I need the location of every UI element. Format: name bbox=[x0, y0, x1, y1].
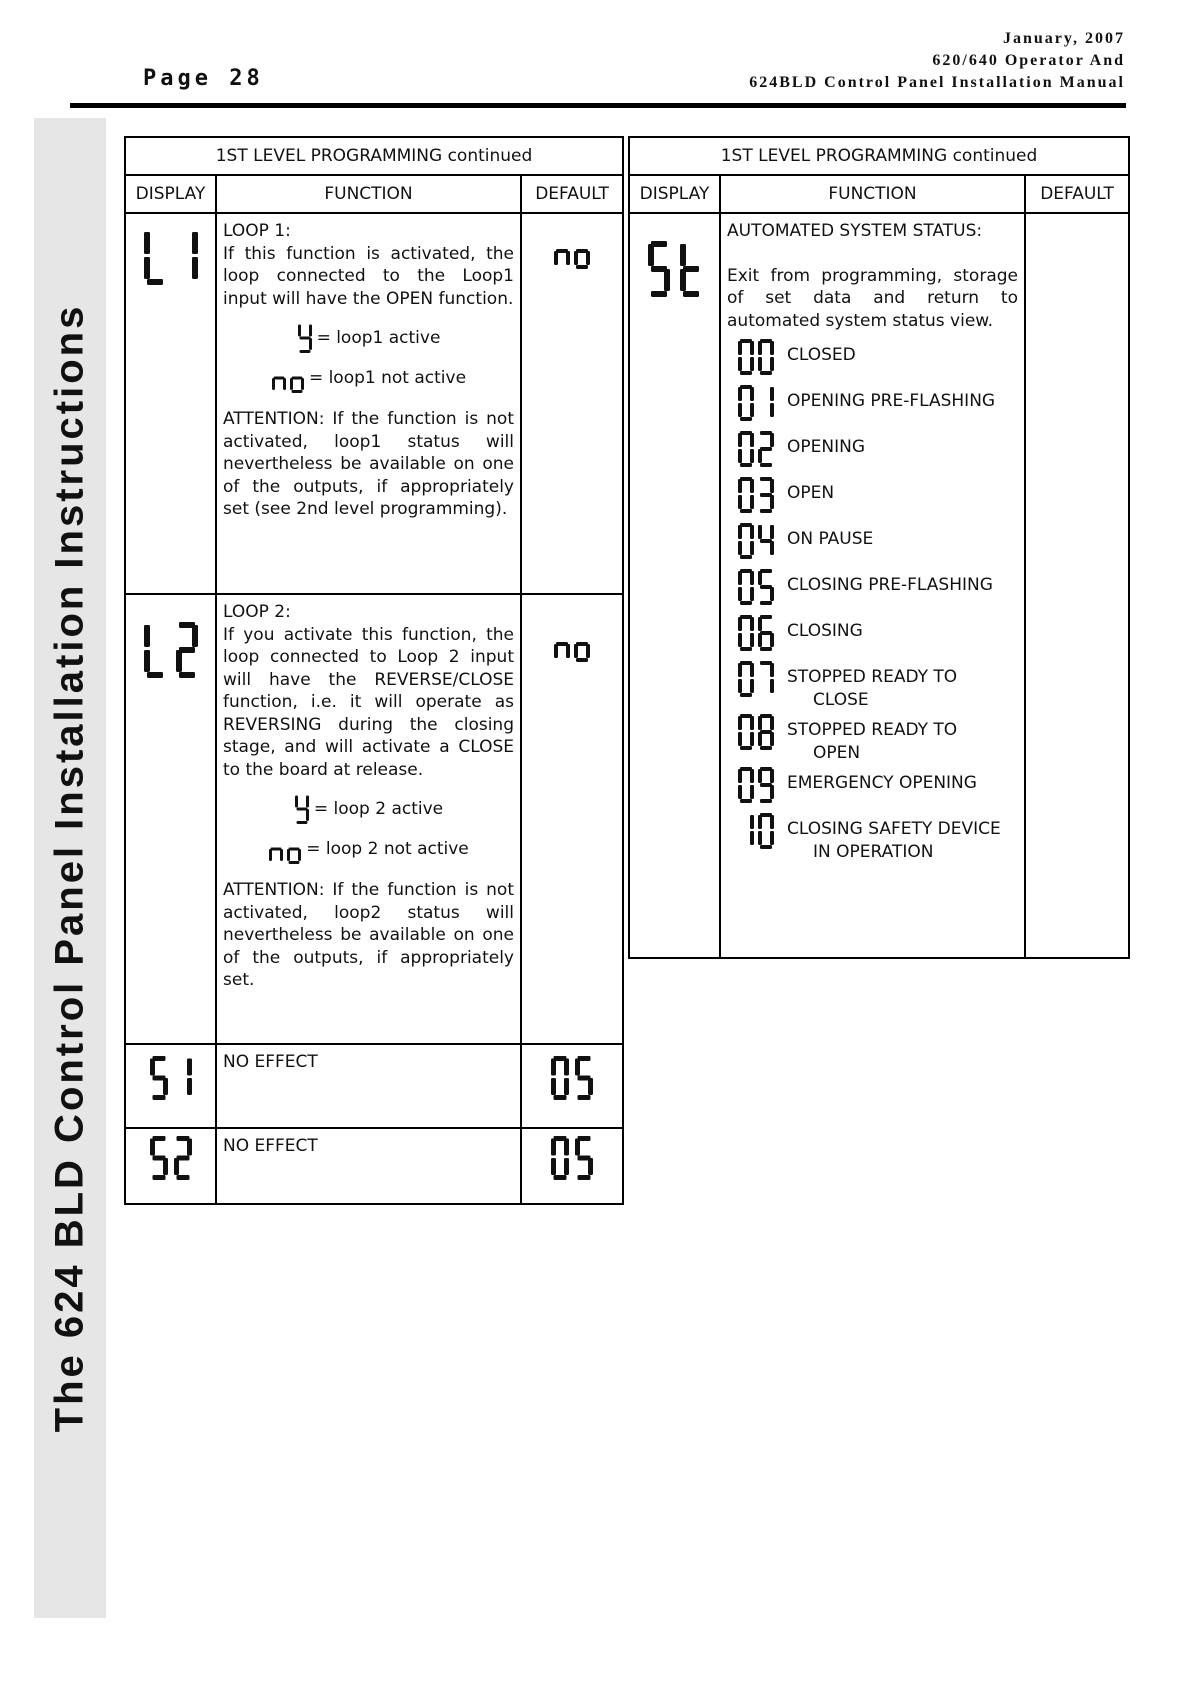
segment-f bbox=[575, 1059, 580, 1076]
loop1-attention: ATTENTION: If the function is not activated, loop1 status will nevertheless be available on one of the outputs, if appropriately set (see 2nd level programming). bbox=[223, 409, 514, 519]
segment-c bbox=[586, 644, 590, 658]
segment-g bbox=[296, 808, 307, 811]
segment-b bbox=[309, 325, 312, 337]
segment-b bbox=[564, 1139, 569, 1156]
default-s1-05 bbox=[550, 1055, 594, 1101]
segment-b bbox=[750, 479, 754, 493]
status-label-line: CLOSED bbox=[787, 345, 856, 365]
segment-e bbox=[551, 1158, 556, 1175]
segment-d bbox=[740, 371, 752, 375]
segment-c bbox=[564, 1078, 569, 1095]
segment-d bbox=[554, 1175, 567, 1180]
segment-d bbox=[147, 279, 163, 285]
loop2-attention: ATTENTION: If the function is not activated, loop2 status will nevertheless be available on one of the outputs, if appropriately set. bbox=[223, 880, 514, 990]
segment-f bbox=[680, 244, 686, 266]
segment-c bbox=[770, 785, 774, 799]
segment-c bbox=[301, 378, 304, 390]
loop1-function bbox=[216, 213, 521, 594]
status-code-display bbox=[737, 713, 775, 751]
segment-d bbox=[683, 291, 699, 297]
segment-e bbox=[144, 257, 150, 279]
s1-function: NO EFFECT bbox=[216, 1044, 521, 1128]
segment-b bbox=[192, 625, 198, 647]
segment-f bbox=[551, 1059, 556, 1076]
segment-c bbox=[770, 541, 774, 555]
status-label bbox=[787, 812, 1001, 863]
segment-c bbox=[750, 449, 754, 463]
segment-c bbox=[588, 1158, 593, 1175]
segment-b bbox=[750, 341, 754, 355]
page-number: Page 28 bbox=[143, 66, 264, 91]
segment-f bbox=[738, 341, 742, 355]
status-row bbox=[727, 614, 1018, 658]
default-loop2-no bbox=[553, 625, 591, 663]
segment-e bbox=[738, 403, 742, 417]
segment-b bbox=[750, 769, 754, 783]
segment-d bbox=[578, 1175, 591, 1180]
segment-d bbox=[176, 1175, 189, 1180]
segment-e bbox=[738, 587, 742, 601]
status-code-display bbox=[737, 660, 775, 698]
segment-c bbox=[280, 849, 283, 861]
segment-e bbox=[738, 732, 742, 746]
status-code-display bbox=[737, 338, 775, 376]
segment-c bbox=[770, 357, 774, 371]
segment-b bbox=[770, 433, 774, 447]
segment-b bbox=[187, 1139, 192, 1156]
segment-g bbox=[760, 783, 772, 787]
status-row bbox=[727, 338, 1018, 382]
segment-d bbox=[291, 390, 302, 393]
s2-function: NO EFFECT bbox=[216, 1128, 521, 1204]
st-function bbox=[720, 213, 1025, 958]
st-title: AUTOMATED SYSTEM STATUS: bbox=[727, 221, 983, 241]
status-label-line-2: CLOSE bbox=[813, 689, 869, 710]
segment-f bbox=[758, 341, 762, 355]
segment-e bbox=[738, 495, 742, 509]
segment-f bbox=[738, 571, 742, 585]
segment-b bbox=[770, 663, 774, 677]
segment-c bbox=[770, 679, 774, 693]
status-label-line-2: IN OPERATION bbox=[813, 841, 934, 862]
default-loop1-no bbox=[553, 232, 591, 270]
segment-d bbox=[740, 463, 752, 467]
segment-d bbox=[760, 509, 772, 513]
loop1-y-text: = loop1 active bbox=[316, 327, 441, 348]
segment-c bbox=[163, 1158, 168, 1175]
segment-e bbox=[574, 644, 578, 658]
status-code-display bbox=[737, 476, 775, 514]
right-col-display: DISPLAY bbox=[629, 175, 720, 213]
segment-e bbox=[738, 357, 742, 371]
segment-f bbox=[758, 815, 762, 829]
segment-c bbox=[750, 495, 754, 509]
segment-e bbox=[738, 541, 742, 555]
segment-b bbox=[770, 341, 774, 355]
segment-c bbox=[664, 269, 670, 291]
segment-f bbox=[758, 525, 762, 539]
left-programming-table bbox=[124, 136, 624, 1205]
st-desc: Exit from programming, storage of set data and return to automated system status view. bbox=[727, 265, 1018, 331]
status-label-line-2: OPEN bbox=[813, 742, 861, 763]
default-s2-05 bbox=[550, 1135, 594, 1181]
display-l1 bbox=[143, 228, 199, 286]
segment-d bbox=[760, 463, 772, 467]
loop2-title: LOOP 2: bbox=[223, 602, 291, 622]
segment-b bbox=[750, 433, 754, 447]
segment-c bbox=[750, 357, 754, 371]
segment-f bbox=[738, 433, 742, 447]
segment-f bbox=[150, 1139, 155, 1156]
segment-e bbox=[738, 633, 742, 647]
segment-c bbox=[192, 257, 198, 279]
segment-f bbox=[758, 769, 762, 783]
status-row bbox=[727, 660, 1018, 711]
status-list bbox=[727, 338, 1018, 863]
header-date: January, 2007 bbox=[1002, 30, 1125, 47]
status-label-line: STOPPED READY TO bbox=[787, 720, 958, 740]
segment-e bbox=[758, 449, 762, 463]
display-no-2 bbox=[268, 833, 302, 865]
display-no bbox=[271, 362, 305, 394]
display-s1 bbox=[149, 1055, 193, 1101]
status-label bbox=[787, 713, 957, 764]
segment-f bbox=[150, 1059, 155, 1076]
segment-c bbox=[770, 732, 774, 746]
segment-g bbox=[273, 377, 284, 380]
status-label bbox=[787, 522, 873, 551]
status-row bbox=[727, 384, 1018, 428]
segment-c bbox=[750, 679, 754, 693]
segment-b bbox=[750, 716, 754, 730]
segment-e bbox=[738, 449, 742, 463]
right-programming-table bbox=[628, 136, 1130, 959]
segment-c bbox=[750, 403, 754, 417]
status-row bbox=[727, 430, 1018, 474]
loop1-no-text: = loop1 not active bbox=[308, 367, 467, 388]
status-row bbox=[727, 766, 1018, 810]
segment-d bbox=[578, 1095, 591, 1100]
segment-f bbox=[758, 716, 762, 730]
segment-c bbox=[750, 831, 754, 845]
status-label bbox=[787, 384, 995, 413]
segment-d bbox=[299, 350, 310, 353]
segment-d bbox=[760, 647, 772, 651]
segment-c bbox=[750, 633, 754, 647]
segment-d bbox=[760, 746, 772, 750]
segment-d bbox=[740, 647, 752, 651]
segment-b bbox=[770, 815, 774, 829]
segment-d bbox=[179, 672, 195, 678]
status-label-line: CLOSING SAFETY DEVICE bbox=[787, 819, 1001, 839]
segment-c bbox=[163, 1078, 168, 1095]
segment-g bbox=[576, 249, 588, 253]
status-label bbox=[787, 766, 977, 795]
segment-d bbox=[152, 1095, 165, 1100]
segment-f bbox=[144, 232, 150, 254]
status-code-display bbox=[737, 430, 775, 468]
status-code-display bbox=[737, 522, 775, 560]
status-label bbox=[787, 430, 865, 459]
segment-d bbox=[760, 601, 772, 605]
loop2-desc: If you activate this function, the loop connected to Loop 2 input will have the REVERSE/CLOSE function, i.e. it will operate as REVERSING during the closing stage, and will activate a CLOSE to the board at release. bbox=[223, 624, 514, 780]
display-y bbox=[297, 322, 313, 354]
segment-d bbox=[740, 693, 752, 697]
status-label-line: OPENING bbox=[787, 437, 865, 457]
segment-g bbox=[299, 337, 310, 340]
segment-c bbox=[750, 587, 754, 601]
st-default bbox=[1025, 213, 1129, 958]
segment-e bbox=[269, 849, 272, 861]
side-banner-text: The 624 BLD Control Panel Installation Instructions bbox=[47, 303, 92, 1433]
status-code-display bbox=[737, 568, 775, 606]
segment-f bbox=[551, 1139, 556, 1156]
segment-e bbox=[738, 679, 742, 693]
status-code-display bbox=[737, 614, 775, 652]
status-code-display bbox=[737, 812, 775, 850]
display-l2 bbox=[143, 621, 199, 679]
segment-c bbox=[770, 633, 774, 647]
right-table-title: 1ST LEVEL PROGRAMMING continued bbox=[629, 137, 1129, 175]
segment-c bbox=[187, 1078, 192, 1095]
status-label bbox=[787, 476, 834, 505]
segment-f bbox=[575, 1139, 580, 1156]
status-label bbox=[787, 660, 957, 711]
document-header bbox=[749, 28, 1125, 94]
status-code-display bbox=[737, 766, 775, 804]
status-label-line: EMERGENCY OPENING bbox=[787, 773, 977, 793]
segment-g bbox=[760, 730, 772, 734]
loop2-function bbox=[216, 594, 521, 1044]
segment-e bbox=[574, 251, 578, 265]
segment-e bbox=[176, 650, 182, 672]
segment-d bbox=[147, 672, 163, 678]
loop2-no-text: = loop 2 not active bbox=[306, 838, 469, 859]
segment-d bbox=[152, 1175, 165, 1180]
segment-e bbox=[738, 785, 742, 799]
segment-f bbox=[738, 525, 742, 539]
segment-f bbox=[738, 479, 742, 493]
segment-b bbox=[770, 525, 774, 539]
segment-f bbox=[738, 387, 742, 401]
segment-b bbox=[564, 1059, 569, 1076]
segment-e bbox=[174, 1158, 179, 1175]
segment-d bbox=[760, 845, 772, 849]
segment-c bbox=[750, 785, 754, 799]
segment-b bbox=[187, 1059, 192, 1076]
segment-b bbox=[750, 663, 754, 677]
status-row bbox=[727, 522, 1018, 566]
segment-c bbox=[770, 831, 774, 845]
segment-c bbox=[770, 495, 774, 509]
segment-f bbox=[758, 571, 762, 585]
segment-e bbox=[144, 650, 150, 672]
segment-f bbox=[758, 617, 762, 631]
status-row bbox=[727, 812, 1018, 863]
status-row bbox=[727, 568, 1018, 612]
segment-c bbox=[309, 338, 312, 350]
segment-c bbox=[298, 849, 301, 861]
status-label-line: OPENING PRE-FLASHING bbox=[787, 391, 996, 411]
segment-d bbox=[760, 371, 772, 375]
status-label bbox=[787, 568, 993, 597]
header-title-2: 624BLD Control Panel Installation Manual bbox=[749, 74, 1125, 91]
segment-f bbox=[738, 663, 742, 677]
segment-d bbox=[554, 1095, 567, 1100]
segment-e bbox=[758, 633, 762, 647]
segment-d bbox=[740, 799, 752, 803]
segment-b bbox=[750, 387, 754, 401]
loop1-desc: If this function is activated, the loop connected to the Loop1 input will have the OPEN function. bbox=[223, 243, 514, 309]
status-label-line: STOPPED READY TO bbox=[787, 667, 958, 687]
status-label bbox=[787, 614, 863, 643]
segment-g bbox=[289, 848, 300, 851]
segment-c bbox=[750, 732, 754, 746]
segment-d bbox=[296, 821, 307, 824]
right-col-function: FUNCTION bbox=[720, 175, 1025, 213]
segment-b bbox=[770, 479, 774, 493]
segment-b bbox=[770, 769, 774, 783]
segment-d bbox=[740, 746, 752, 750]
segment-b bbox=[306, 796, 309, 808]
segment-f bbox=[295, 796, 298, 808]
segment-g bbox=[291, 377, 302, 380]
segment-e bbox=[287, 849, 290, 861]
segment-e bbox=[554, 251, 558, 265]
segment-f bbox=[738, 617, 742, 631]
segment-b bbox=[750, 617, 754, 631]
segment-b bbox=[750, 815, 754, 829]
status-row bbox=[727, 476, 1018, 520]
segment-e bbox=[554, 644, 558, 658]
segment-b bbox=[770, 387, 774, 401]
segment-e bbox=[551, 1078, 556, 1095]
segment-g bbox=[576, 642, 588, 646]
segment-e bbox=[758, 831, 762, 845]
header-title-1: 620/640 Operator And bbox=[932, 52, 1125, 69]
segment-d bbox=[740, 601, 752, 605]
segment-c bbox=[566, 251, 570, 265]
segment-e bbox=[680, 269, 686, 291]
segment-d bbox=[740, 417, 752, 421]
header-rule bbox=[70, 103, 1126, 108]
segment-c bbox=[586, 251, 590, 265]
segment-b bbox=[770, 716, 774, 730]
loop2-y-text: = loop 2 active bbox=[313, 798, 444, 819]
status-label-line: ON PAUSE bbox=[787, 529, 874, 549]
status-label bbox=[787, 338, 856, 367]
segment-d bbox=[576, 658, 588, 662]
segment-f bbox=[738, 769, 742, 783]
right-col-default: DEFAULT bbox=[1025, 175, 1129, 213]
segment-d bbox=[289, 861, 300, 864]
loop1-title: LOOP 1: bbox=[223, 221, 291, 241]
segment-d bbox=[651, 291, 667, 297]
segment-b bbox=[192, 232, 198, 254]
segment-g bbox=[271, 848, 282, 851]
segment-f bbox=[144, 625, 150, 647]
display-st bbox=[647, 240, 703, 298]
display-y-2 bbox=[294, 793, 310, 825]
status-label-line: CLOSING PRE-FLASHING bbox=[787, 575, 993, 595]
left-col-display: DISPLAY bbox=[125, 175, 216, 213]
status-row bbox=[727, 713, 1018, 764]
status-label-line: OPEN bbox=[787, 483, 835, 503]
left-table-title: 1ST LEVEL PROGRAMMING continued bbox=[125, 137, 623, 175]
segment-c bbox=[566, 644, 570, 658]
segment-d bbox=[576, 265, 588, 269]
segment-c bbox=[588, 1078, 593, 1095]
segment-c bbox=[770, 587, 774, 601]
segment-c bbox=[770, 403, 774, 417]
status-label-line: CLOSING bbox=[787, 621, 863, 641]
status-code-display bbox=[737, 384, 775, 422]
segment-c bbox=[306, 809, 309, 821]
segment-e bbox=[758, 732, 762, 746]
segment-e bbox=[290, 378, 293, 390]
segment-f bbox=[648, 244, 654, 266]
segment-d bbox=[740, 509, 752, 513]
left-col-function: FUNCTION bbox=[216, 175, 521, 213]
segment-c bbox=[750, 541, 754, 555]
segment-f bbox=[298, 325, 301, 337]
segment-e bbox=[758, 357, 762, 371]
segment-d bbox=[740, 555, 752, 559]
segment-c bbox=[564, 1158, 569, 1175]
segment-b bbox=[750, 571, 754, 585]
segment-d bbox=[760, 799, 772, 803]
left-col-default: DEFAULT bbox=[521, 175, 623, 213]
display-s2 bbox=[149, 1135, 193, 1181]
segment-f bbox=[738, 716, 742, 730]
segment-b bbox=[750, 525, 754, 539]
segment-c bbox=[283, 378, 286, 390]
segment-e bbox=[272, 378, 275, 390]
